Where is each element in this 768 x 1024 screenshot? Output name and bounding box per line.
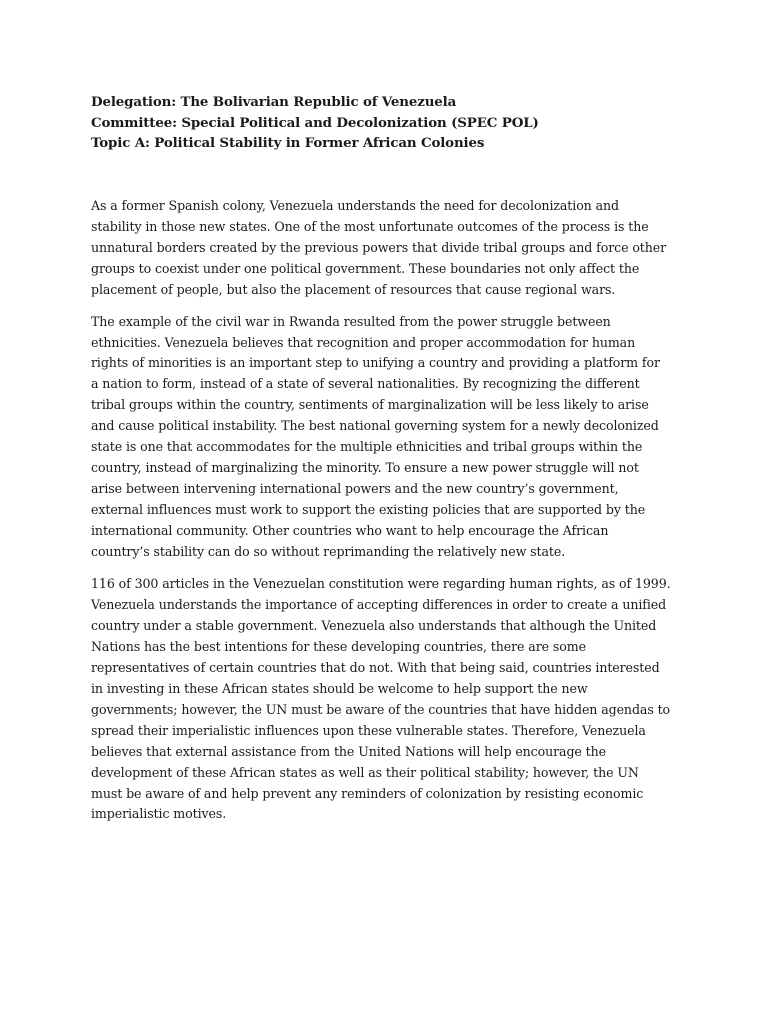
paragraph-line: As a former Spanish colony, Venezuela understands the need for decolonization and (91, 197, 619, 213)
document-body (91, 196, 686, 826)
paragraph-line: tribal groups within the country, sentiments of marginalization will be less likely to arise (91, 397, 649, 413)
paragraph-line: believes that external assistance from the United Nations will help encourage the (91, 743, 607, 759)
paragraph-line: country’s stability can do so without reprimanding the relatively new state. (91, 544, 566, 560)
paragraph-line: The example of the civil war in Rwanda resulted from the power struggle between (91, 313, 611, 329)
paragraph-line: 116 of 300 articles in the Venezuelan constitution were regarding human rights, as of 1999. (91, 575, 671, 591)
paragraph-line: external influences must work to support the existing policies that are supported by the (91, 502, 646, 518)
paragraph-line: imperialistic motives. (91, 806, 227, 822)
paragraph-line: a nation to form, instead of a state of several nationalities. By recognizing the different (91, 376, 640, 392)
paragraph-line: rights of minorities is an important step to unifying a country and providing a platform for (91, 355, 660, 371)
paragraph-2 (91, 312, 686, 563)
paragraph-3 (91, 574, 686, 825)
paragraph-line: ethnicities. Venezuela believes that recognition and proper accommodation for human (91, 334, 636, 350)
document-page (91, 92, 686, 836)
paragraph-line: must be aware of and help prevent any reminders of colonization by resisting economic (91, 785, 644, 801)
paragraph-line: Venezuela understands the importance of accepting differences in order to create a unified (91, 596, 667, 612)
paragraph-line: international community. Other countries who want to help encourage the African (91, 523, 609, 539)
paragraph-line: governments; however, the UN must be aware of the countries that have hidden agendas to (91, 701, 671, 717)
paragraph-line: state is one that accommodates for the multiple ethnicities and tribal groups within the (91, 439, 643, 455)
paragraph-line: spread their imperialistic influences upon these vulnerable states. Therefore, Venezuela (91, 722, 646, 738)
paragraph-line: arise between intervening international powers and the new country’s government, (91, 481, 619, 497)
paragraph-line: country, instead of marginalizing the minority. To ensure a new power struggle will not (91, 460, 639, 476)
paragraph-1 (91, 196, 686, 301)
topic-heading: Topic A: Political Stability in Former African Colonies (91, 135, 485, 152)
paragraph-line: stability in those new states. One of the most unfortunate outcomes of the process is the (91, 218, 649, 234)
paragraph-line: country under a stable government. Venezuela also understands that although the United (91, 617, 657, 633)
delegation-heading: Delegation: The Bolivarian Republic of Venezuela (91, 94, 457, 110)
document-header (91, 92, 686, 154)
paragraph-line: Nations has the best intentions for these developing countries, there are some (91, 638, 586, 654)
paragraph-line: unnatural borders created by the previous powers that divide tribal groups and force other (91, 239, 667, 255)
paragraph-line: groups to coexist under one political government. These boundaries not only affect the (91, 260, 640, 276)
paragraph-line: representatives of certain countries that do not. With that being said, countries interested (91, 659, 660, 675)
paragraph-line: and cause political instability. The best national governing system for a newly decolonized (91, 418, 659, 434)
paragraph-line: in investing in these African states should be welcome to help support the new (91, 680, 588, 696)
paragraph-line: placement of people, but also the placement of resources that cause regional wars. (91, 281, 616, 297)
committee-heading: Committee: Special Political and Decolonization (SPEC POL) (91, 114, 539, 131)
paragraph-line: development of these African states as well as their political stability; however, the UN (91, 764, 639, 780)
